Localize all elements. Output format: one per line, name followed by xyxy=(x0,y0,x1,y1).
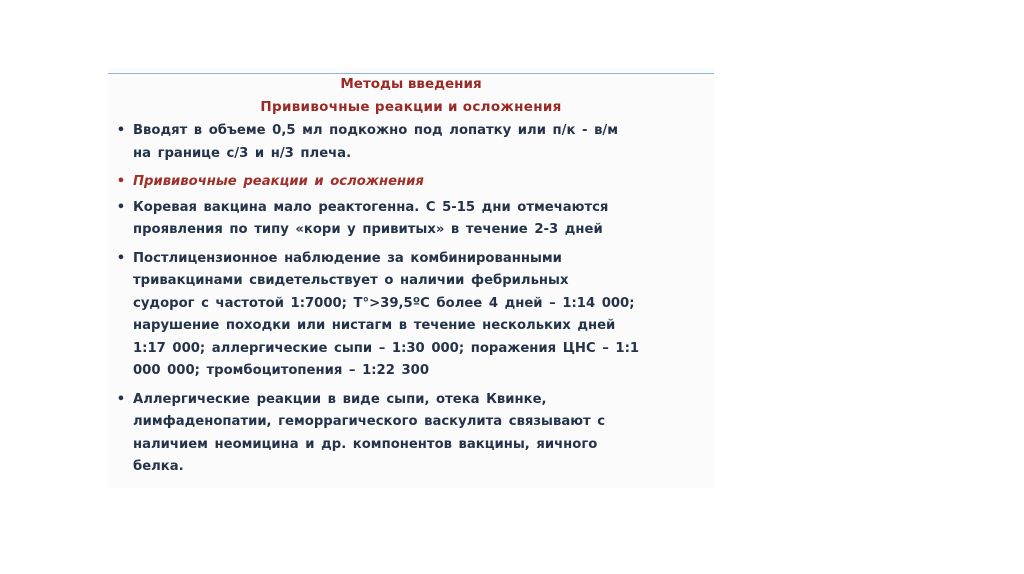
bullet-line: на границе с/3 и н/3 плеча. xyxy=(133,145,352,161)
bullet-item-allergic xyxy=(114,389,712,479)
bullet-line: Коревая вакцина мало реактогенна. С 5-15 дни отмечаются xyxy=(133,199,609,215)
bullet-line: 000 000; тромбоцитопения – 1:22 300 xyxy=(133,363,429,378)
bullet-item-postlicensure xyxy=(114,248,712,383)
bullet-marker: • xyxy=(116,123,126,138)
bullet-marker: • xyxy=(116,391,126,407)
bullet-marker: • xyxy=(116,199,126,215)
bullet-line: 1:17 000; аллергические сыпи – 1:30 000; поражения ЦНС – 1:1 xyxy=(133,340,640,356)
bullet-line: Вводят в объеме 0,5 мл подкожно под лопатку или п/к - в/м xyxy=(133,123,619,138)
bullet-list xyxy=(114,120,712,485)
bullet-line: проявления по типу «кори у привитых» в течение 2-3 дней xyxy=(133,222,603,237)
bullet-line: белка. xyxy=(133,459,184,474)
bullet-line: лимфаденопатии, геморрагического васкулита связывают с xyxy=(133,414,606,429)
bullet-line: нарушение походки или нистагм в течение нескольких дней xyxy=(133,318,616,333)
slide xyxy=(108,68,714,488)
bullet-line: тривакцинами свидетельствует о наличии фебрильных xyxy=(133,273,569,288)
slide-title: Методы введения xyxy=(340,76,482,92)
bullet-item-administration xyxy=(114,120,712,165)
bullet-item-reactions-heading xyxy=(114,171,712,194)
top-divider xyxy=(108,73,714,74)
bullet-item-reactogenicity xyxy=(114,197,712,242)
bullet-line: судорог с частотой 1:7000; Т°>39,5ºС более 4 дней – 1:14 000; xyxy=(133,295,635,311)
slide-subtitle: Прививочные реакции и осложнения xyxy=(260,99,562,115)
bullet-line: Постлицензионное наблюдение за комбинированными xyxy=(133,250,562,266)
bullet-line: Аллергические реакции в виде сыпи, отека Квинке, xyxy=(133,391,547,407)
bullet-marker: • xyxy=(116,250,126,266)
bullet-marker: • xyxy=(116,174,126,189)
bullet-line: Прививочные реакции и осложнения xyxy=(133,174,424,189)
bullet-line: наличием неомицина и др. компонентов вакцины, яичного xyxy=(133,436,598,452)
